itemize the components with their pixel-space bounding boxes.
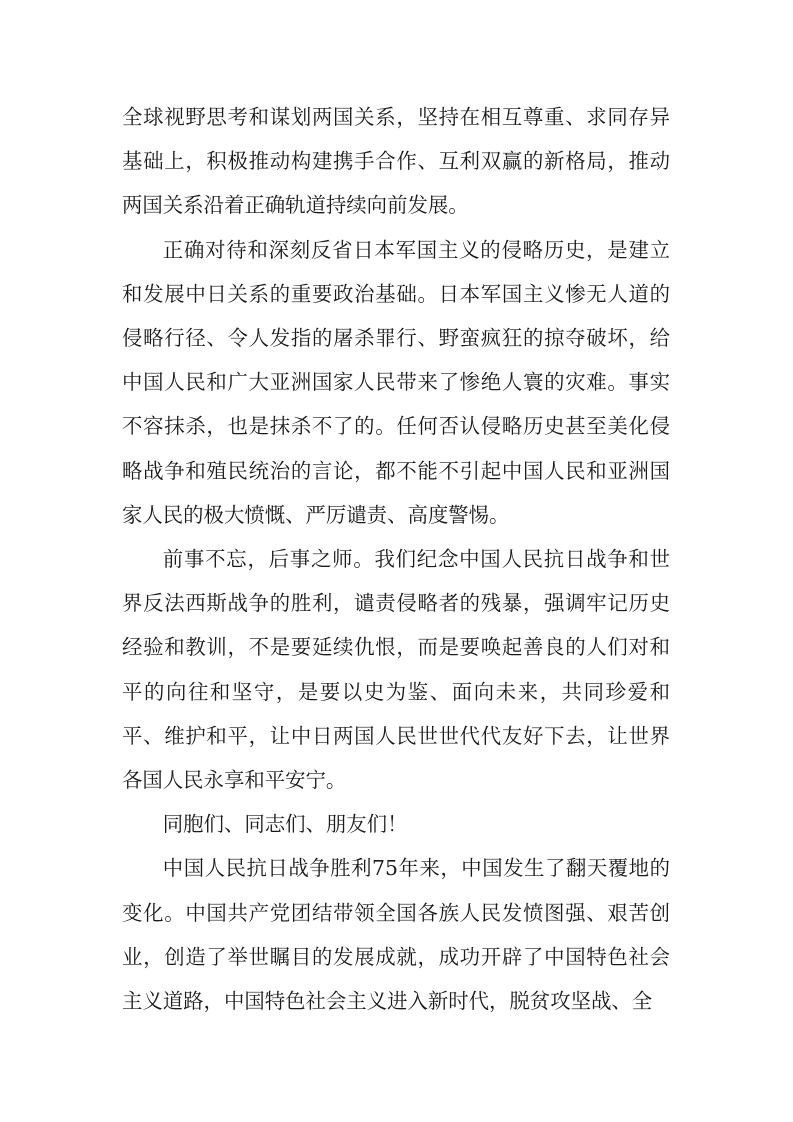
paragraph: 中国人民抗日战争胜利75年来，中国发生了翻天覆地的变化。中国共产党团结带领全国各族人民发愤图强、艰苦创业，创造了举世瞩目的发展成就，成功开辟了中国特色社会主义道路，中国特色社会主义进入新时代，脱贫攻坚战、全	[122, 856, 670, 1014]
paragraph: 前事不忘，后事之师。我们纪念中国人民抗日战争和世界反法西斯战争的胜利，谴责侵略者的残暴，强调牢记历史经验和教训，不是要延续仇恨，而是要唤起善良的人们对和平的向往和坚守，是要以史为鉴、面向未来，共同珍爱和平、维护和平，让中日两国人民世世代代友好下去，让世界各国人民永享和平安宁。	[122, 547, 670, 793]
paragraph-salutation: 同胞们、同志们、朋友们！	[162, 812, 408, 837]
document-body	[122, 95, 670, 1023]
paragraph: 正确对待和深刻反省日本军国主义的侵略历史，是建立和发展中日关系的重要政治基础。日本军国主义惨无人道的侵略行径、令人发指的屠杀罪行、野蛮疯狂的掠夺破坏，给中国人民和广大亚洲国家人民带来了惨绝人寰的灾难。事实不容抹杀，也是抹杀不了的。任何否认侵略历史甚至美化侵略战争和殖民统治的言论，都不能不引起中国人民和亚洲国家人民的极大愤慨、严厉谴责、高度警惕。	[122, 237, 670, 527]
paragraph-continued: 全球视野思考和谋划两国关系，坚持在相互尊重、求同存异基础上，积极推动构建携手合作、互利双赢的新格局，推动两国关系沿着正确轨道持续向前发展。	[122, 105, 670, 218]
